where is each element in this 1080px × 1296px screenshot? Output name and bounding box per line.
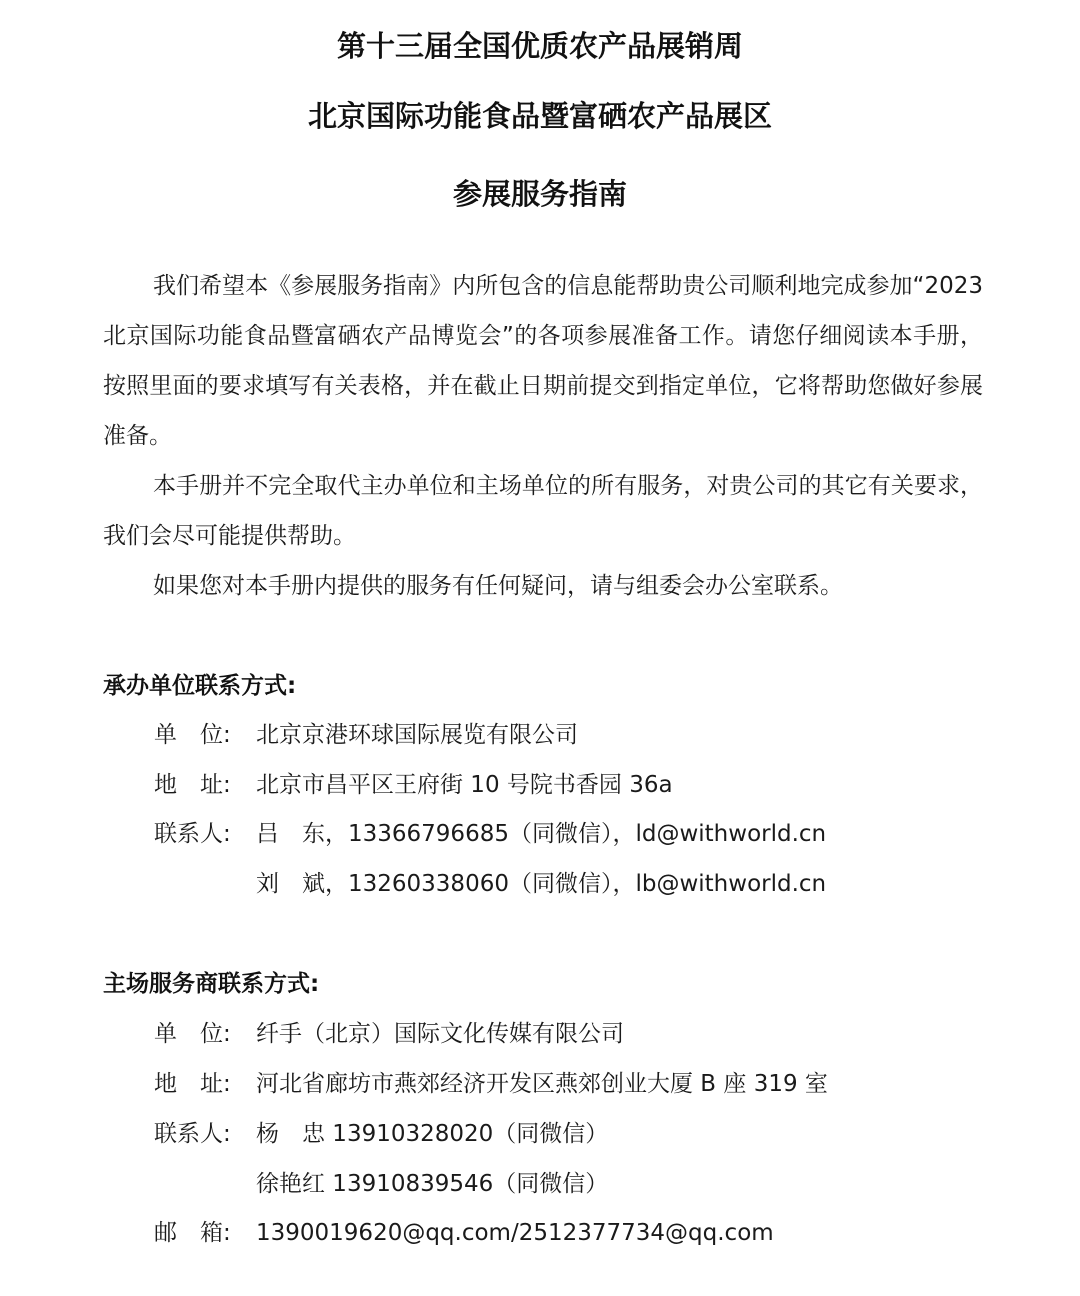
intro-paragraph-1: 我们希望本《参展服务指南》内所包含的信息能帮助贵公司顺利地完成参加“2023 北京国际功能食品暨富硒农产品博览会”的各项参展准备工作。请您仔细阅读本手册，按照里面的要求填写有关表格，并在截止日期前提交到指定单位，它将帮助您做好参展准备。 bbox=[103, 273, 983, 449]
organizer-unit: 北京京港环球国际展览有限公司 bbox=[256, 722, 578, 748]
service-unit-row bbox=[154, 1016, 624, 1052]
service-unit: 纤手（北京）国际文化传媒有限公司 bbox=[256, 1021, 624, 1047]
service-email-row bbox=[154, 1215, 774, 1251]
service-address-row bbox=[154, 1066, 828, 1102]
organizer-contact-row-2 bbox=[256, 866, 826, 902]
intro-paragraph-2: 本手册并不完全取代主办单位和主场单位的所有服务，对贵公司的其它有关要求，我们会尽可能提供帮助。 bbox=[103, 473, 983, 549]
service-email-label: 邮 箱: bbox=[154, 1220, 231, 1246]
title-line-1: 第十三届全国优质农产品展销周 bbox=[336, 29, 743, 63]
service-heading: 主场服务商联系方式: bbox=[103, 971, 320, 997]
service-address-label: 地 址: bbox=[154, 1071, 231, 1097]
organizer-contact-2: 刘 斌，13260338060（同微信），lb@withworld.cn bbox=[256, 871, 827, 897]
organizer-address-row bbox=[154, 767, 673, 803]
service-contact-2: 徐艳红 13910839546（同微信） bbox=[256, 1171, 609, 1197]
service-email: 1390019620@qq.com/2512377734@qq.com bbox=[256, 1220, 774, 1246]
organizer-unit-row bbox=[154, 717, 578, 753]
service-contact-1: 杨 忠 13910328020（同微信） bbox=[256, 1121, 609, 1147]
intro-paragraph-3: 如果您对本手册内提供的服务有任何疑问，请与组委会办公室联系。 bbox=[153, 573, 843, 599]
organizer-contact-row bbox=[154, 816, 826, 852]
service-contact-label: 联系人: bbox=[154, 1121, 231, 1147]
service-unit-label: 单 位: bbox=[154, 1021, 231, 1047]
organizer-address: 北京市昌平区王府街 10 号院书香园 36a bbox=[256, 772, 673, 798]
organizer-heading: 承办单位联系方式: bbox=[103, 673, 297, 699]
organizer-contact-label: 联系人: bbox=[154, 821, 231, 847]
organizer-unit-label: 单 位: bbox=[154, 722, 231, 748]
organizer-address-label: 地 址: bbox=[154, 772, 231, 798]
service-contact-row bbox=[154, 1116, 608, 1152]
title-line-3: 参展服务指南 bbox=[452, 177, 627, 211]
organizer-contact-1: 吕 东，13366796685（同微信），ld@withworld.cn bbox=[256, 821, 827, 847]
service-contact-row-2 bbox=[256, 1166, 608, 1202]
service-address: 河北省廊坊市燕郊经济开发区燕郊创业大厦 B 座 319 室 bbox=[256, 1071, 828, 1097]
title-line-2: 北京国际功能食品暨富硒农产品展区 bbox=[307, 99, 772, 133]
